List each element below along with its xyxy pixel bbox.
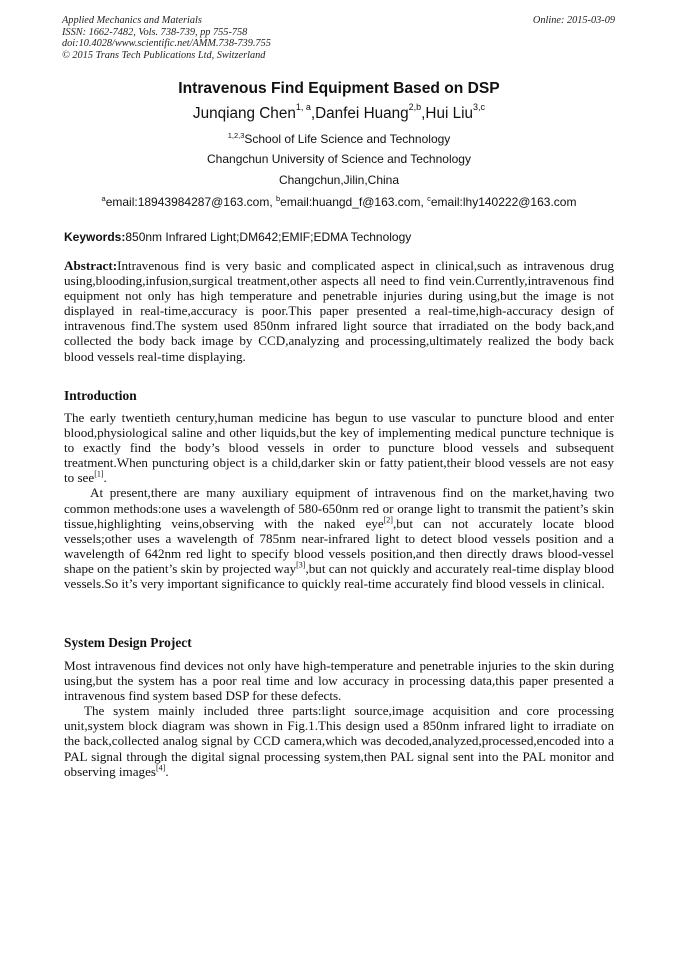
author-sup: 1, a [295, 102, 311, 112]
keywords-label: Keywords: [64, 230, 126, 244]
journal-name: Applied Mechanics and Materials [62, 15, 202, 26]
affiliation-sup: 1,2,3 [227, 131, 245, 140]
paragraph: The early twentieth century,human medicine has begun to use vascular to puncture blood and enter blood,physiological saline and other liquids,but the key of implementing medical puncture technique is to exactly find the body’s blood vessels in order to puncture blood vessels and subsequent treatment.When puncturing object is a child,darker skin or fatty patient,their blood vessels are not easy to see[1]. [64, 410, 614, 486]
keywords-text: 850nm Infrared Light;DM642;EMIF;EDMA Technology [125, 230, 412, 244]
affiliation-line-1: $^{1,2,3}$School of Life Science and Technology [227, 131, 451, 146]
email-link[interactable]: email:huangd_f@163.com, [280, 195, 428, 209]
doi-line: doi:10.4028/www.scientific.net/AMM.738-739.755 [62, 38, 271, 50]
citation-ref[interactable]: [1] [94, 470, 104, 480]
abstract-text: Intravenous find is very basic and complicated aspect in clinical,such as intravenous drug using,blooding,infusion,surgical treatment,other aspects all need to find vein.Currently,intravenous find equipment not only has high temperature and penetrable injuries during using,but the image is not displayed in real-time,accuracy is poor.This paper presented a real-time,high-accuracy design of intravenous find.The system used 850nm infrared light source that irradiated on the body back,and collected the body back image by CCD,analyzing and processing,ultimately realized the body back blood vessels real-time displaying. [64, 258, 614, 364]
author-name: Junqiang Chen [192, 105, 296, 123]
author-name: ,Hui Liu [421, 105, 474, 123]
author-sup: 3,c [473, 102, 486, 112]
email-line: $^a$email:18943984287@163.com, $^b$email:huangd_f@163.com, $^c$email:lhy140222@163.com [101, 194, 577, 209]
introduction-body [64, 410, 614, 591]
issn-line: ISSN: 1662-7482, Vols. 738-739, pp 755-758 [62, 26, 248, 38]
email-link[interactable]: email:lhy140222@163.com [430, 195, 577, 209]
citation-ref[interactable]: [4] [156, 763, 166, 773]
copyright-line: © 2015 Trans Tech Publications Ltd, Switzerland [62, 49, 266, 61]
author-name: ,Danfei Huang [310, 105, 409, 123]
online-date: Online: 2015-03-09 [532, 15, 615, 26]
abstract [64, 258, 614, 364]
citation-ref[interactable]: [2] [383, 515, 393, 525]
section-heading-system-design: System Design Project [64, 635, 192, 650]
paper-title: Intravenous Find Equipment Based on DSP [178, 80, 500, 97]
paragraph: At present,there are many auxiliary equipment of intravenous find on the market,having two common methods:one uses a wavelength of 580-650nm red or orange light to transmit the patient’s skin tissue,highlighting veins,observing with the naked eye[2],but can not accurately locate blood vessels;other uses a wavelength of 785nm near-infrared light to detect blood vessels position and a wavelength of 642nm red light to specify blood vessels position,and then directly draws blood-vessel shape on the patient’s skin by projected way[3],but can not quickly and accurately real-time display blood vessels.So it’s very important significance to quickly real-time accurately find blood vessels in clinical. [64, 485, 614, 592]
citation-ref[interactable]: [3] [296, 560, 306, 570]
abstract-label: Abstract: [64, 258, 118, 273]
affiliation-line-2: Changchun University of Science and Technology [207, 152, 471, 166]
affiliation-line-3: Changchun,Jilin,China [278, 173, 400, 187]
author-list [0, 104, 678, 123]
keywords-line [64, 230, 411, 244]
journal-header [62, 15, 271, 61]
system-design-body [64, 658, 614, 779]
author-sup: 2,b [408, 102, 422, 112]
email-link[interactable]: email:18943984287@163.com, [105, 195, 276, 209]
paragraph: The system mainly included three parts:light source,image acquisition and core processing unit,system block diagram was shown in Fig.1.This design used a 850nm infrared light to irradiate on the back,collected analog signal by CCD camera,which was decoded,analyzed,processed,encoded into a PAL signal through the digital signal processing system,then PAL signal sent into the PAL monitor and observing images[4]. [64, 703, 614, 779]
section-heading-introduction: Introduction [64, 388, 137, 403]
paragraph: Most intravenous find devices not only have high-temperature and penetrable injuries to the skin during using,but the system has a poor real time and low accuracy in processing data,this paper presented a intravenous find system based DSP for these defects. [64, 658, 614, 704]
